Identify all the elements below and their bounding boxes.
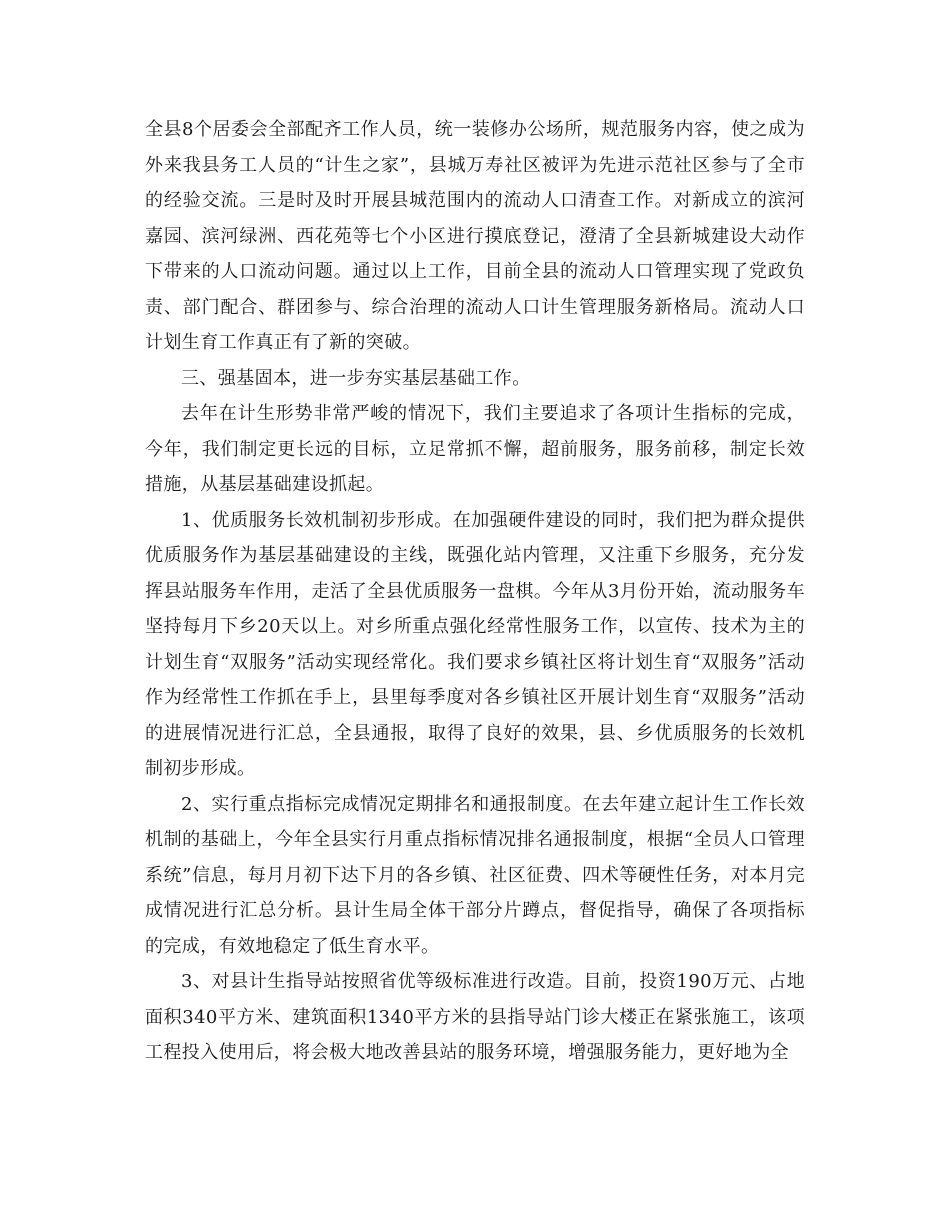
paragraph-item-3: 3、对县计生指导站按照省优等级标准进行改造。目前，投资190万元、占地面积340平方米、建筑面积1340平方米的县指导站门诊大楼正在紧张施工，该项工程投入使用后，将会极大地改善县站的服务环境，增强服务能力，更好地为全 xyxy=(145,971,805,1063)
paragraph-1: 全县8个居委会全部配齐工作人员，统一装修办公场所，规范服务内容，使之成为外来我县务工人员的“计生之家”，县城万寿社区被评为先进示范社区参与了全市的经验交流。三是时及时开展县城范围内的流动人口清查工作。对新成立的滨河嘉园、滨河绿洲、西花苑等七个小区进行摸底登记，澄清了全县新城建设大动作下带来的人口流动问题。通过以上工作，目前全县的流动人口管理实现了党政负责、部门配合、群团参与、综合治理的流动人口计生管理服务新格局。流动人口计划生育工作真正有了新的突破。 xyxy=(145,119,805,353)
section-heading-3: 三、强基固本，进一步夯实基层基础工作。 xyxy=(181,367,531,389)
paragraph-item-2: 2、实行重点指标完成情况定期排名和通报制度。在去年建立起计生工作长效机制的基础上，今年全县实行月重点指标情况排名通报制度，根据“全员人口管理系统”信息，每月月初下达下月的各乡镇、社区征费、四术等硬性任务，对本月完成情况进行汇总分析。县计生局全体干部分片蹲点，督促指导，确保了各项指标的完成，有效地稳定了低生育水平。 xyxy=(145,793,805,957)
paragraph-item-1: 1、优质服务长效机制初步形成。在加强硬件建设的同时，我们把为群众提供优质服务作为基层基础建设的主线，既强化站内管理，又注重下乡服务，充分发挥县站服务车作用，走活了全县优质服务一盘棋。今年从3月份开始，流动服务车坚持每月下乡20天以上。对乡所重点强化经常性服务工作，以宣传、技术为主的计划生育“双服务”活动实现经常化。我们要求乡镇社区将计划生育“双服务”活动作为经常性工作抓在手上，县里每季度对各乡镇社区开展计划生育“双服务”活动的进展情况进行汇总，全县通报，取得了良好的效果，县、乡优质服务的长效机制初步形成。 xyxy=(145,509,805,779)
document-body xyxy=(145,112,805,1071)
paragraph-3: 去年在计生形势非常严峻的情况下，我们主要追求了各项计生指标的完成，今年，我们制定更长远的目标，立足常抓不懈，超前服务，服务前移，制定长效措施，从基层基础建设抓起。 xyxy=(145,403,805,495)
